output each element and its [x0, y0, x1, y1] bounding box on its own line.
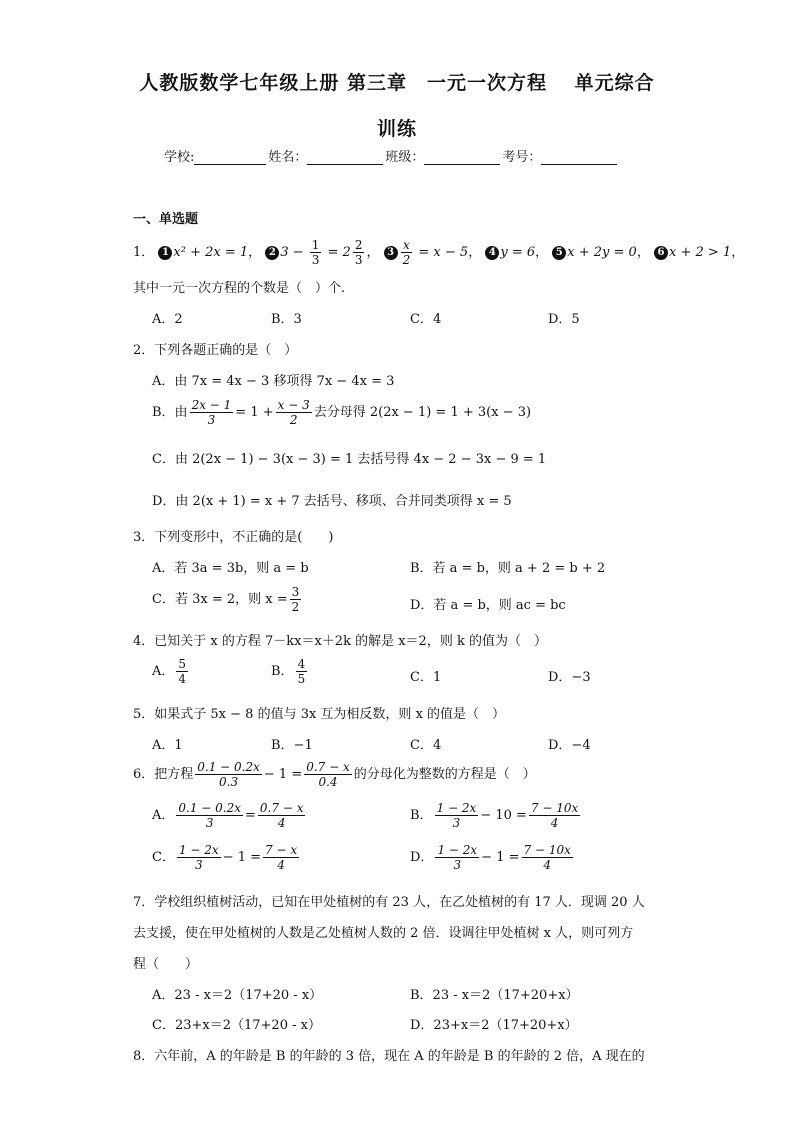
circled-number-icon: 1	[158, 246, 172, 260]
stem-text: 的分母化为整数的方程是（ ）	[353, 767, 536, 782]
option-text: B．由	[152, 405, 188, 420]
fraction	[435, 801, 479, 830]
separator: ，	[535, 245, 549, 260]
option-d[interactable]	[410, 843, 575, 872]
denominator: 4	[543, 858, 551, 872]
fraction	[290, 585, 302, 614]
numerator: x − 3	[277, 398, 310, 412]
numerator: 1 − 2x	[178, 843, 219, 857]
circled-number-icon: 6	[654, 246, 668, 260]
equation-1: x² + 2x = 1	[173, 245, 249, 260]
denominator: 4	[277, 816, 286, 830]
school-label: 学校:	[164, 150, 195, 165]
question-7-stem-2: 去支援，使在甲处植树的人数是乙处植树人数的 2 倍．设调往甲处植树 x 人，则可列方	[133, 926, 634, 941]
option-c[interactable]: C．由 2(2x − 1) − 3(x − 3) = 1 去括号得 4x − 2 − 3x − 9 = 1	[152, 452, 547, 467]
denominator: 3	[354, 253, 363, 267]
option-label: B．	[410, 808, 433, 823]
numerator: 7 − x	[265, 843, 298, 857]
option-c[interactable]: C．23+x＝2（17+20 - x）	[152, 1018, 321, 1033]
fraction	[435, 843, 479, 872]
equation-6: x + 2 > 1	[668, 245, 732, 260]
circled-number-icon: 4	[485, 246, 499, 260]
option-d[interactable]: D．5	[548, 312, 580, 327]
option-b[interactable]: B．若 a = b，则 a + 2 = b + 2	[410, 561, 606, 576]
numerator: 7 − 10x	[530, 801, 579, 815]
option-b[interactable]	[152, 398, 531, 427]
question-4-stem: 4．已知关于 x 的方程 7－kx＝x＋2k 的解是 x＝2，则 k 的值为（ ）	[133, 634, 547, 649]
section-heading: 一、单选题	[133, 212, 199, 227]
option-b[interactable]	[271, 657, 309, 686]
option-c[interactable]: C．4	[410, 738, 442, 753]
circled-number-icon: 3	[384, 246, 398, 260]
equation-2-part: 3 −	[280, 245, 308, 260]
option-label: B．	[271, 664, 294, 679]
id-label: 考号：	[502, 150, 542, 165]
denominator: 4	[178, 672, 187, 686]
option-label: D．	[410, 850, 434, 865]
fraction	[190, 398, 234, 427]
fraction	[522, 843, 573, 872]
option-text: − 10 =	[480, 808, 527, 823]
option-b[interactable]: B．3	[271, 312, 302, 327]
stem-text: − 1 =	[263, 767, 303, 782]
option-d[interactable]: D．−3	[548, 670, 591, 685]
numerator: 0.1 − 0.2x	[178, 801, 242, 815]
fraction	[258, 801, 306, 830]
fraction	[529, 801, 580, 830]
option-a[interactable]: A．1	[152, 738, 183, 753]
equation-5: x + 2y = 0	[567, 245, 637, 260]
option-c[interactable]	[152, 585, 303, 614]
denominator: 4	[277, 858, 285, 872]
denominator: 3	[453, 858, 462, 872]
circled-number-icon: 2	[265, 246, 279, 260]
option-c[interactable]	[152, 843, 301, 872]
fraction	[353, 238, 365, 267]
numerator: 0.7 − x	[306, 760, 350, 774]
numerator: 0.7 − x	[259, 801, 304, 815]
page-title: 人教版数学七年级上册 第三章 一元一次方程 单元综合	[139, 72, 655, 94]
fraction	[177, 843, 221, 872]
denominator: 3	[205, 816, 214, 830]
option-a[interactable]	[152, 801, 307, 830]
circled-number-icon: 5	[552, 246, 566, 260]
name-blank[interactable]	[307, 150, 383, 165]
page-title-continued: 训练	[376, 118, 417, 140]
option-d[interactable]: D．−4	[548, 738, 591, 753]
option-b[interactable]: B．23 - x＝2（17+20+x）	[410, 988, 579, 1003]
option-a[interactable]	[152, 657, 190, 686]
fraction	[276, 398, 312, 427]
fraction	[310, 238, 322, 267]
equation-3: = x − 5	[414, 245, 469, 260]
numerator: 0.1 − 0.2x	[197, 760, 260, 774]
question-1-stem	[133, 238, 744, 267]
option-d[interactable]: D．23+x＝2（17+20+x）	[410, 1018, 578, 1033]
numerator: 7 − 10x	[523, 843, 571, 857]
option-label: A．	[152, 808, 175, 823]
option-label: C．	[152, 850, 175, 865]
fraction	[195, 760, 262, 789]
denominator: 2	[402, 253, 411, 267]
question-6-stem	[133, 760, 536, 789]
name-label: 姓名：	[268, 150, 308, 165]
fraction	[304, 760, 352, 789]
denominator: 4	[550, 816, 559, 830]
option-a[interactable]: A．由 7x = 4x − 3 移项得 7x − 4x = 3	[152, 374, 395, 389]
numerator: 1	[311, 238, 320, 252]
denominator: 3	[452, 816, 461, 830]
class-blank[interactable]	[424, 150, 500, 165]
denominator: 0.3	[219, 775, 239, 789]
option-text: = 1 +	[235, 405, 274, 420]
option-b[interactable]: B．−1	[271, 738, 313, 753]
denominator: 3	[207, 413, 216, 427]
option-text: − 1 =	[222, 850, 262, 865]
numerator: 1 − 2x	[437, 843, 478, 857]
separator: ，	[366, 245, 380, 260]
question-7-stem-3: 程（ ）	[133, 957, 199, 972]
separator: ，	[636, 245, 650, 260]
separator: ，	[248, 245, 262, 260]
denominator: 2	[289, 413, 298, 427]
option-text: C．若 3x = 2，则 x =	[152, 592, 288, 607]
question-7-stem: 7．学校组织植树活动，已知在甲处植树的有 23 人，在乙处植树的有 17 人．现调 20 人	[133, 895, 645, 910]
equation-4: y = 6	[500, 245, 536, 260]
numerator: 4	[297, 657, 306, 671]
option-text: 去分母得 2(2x − 1) = 1 + 3(x − 3)	[313, 405, 532, 420]
numerator: 5	[178, 657, 187, 671]
option-text: =	[245, 808, 256, 823]
separator: ，	[731, 245, 745, 260]
option-b[interactable]	[410, 801, 582, 830]
option-c[interactable]: C．1	[410, 670, 442, 685]
question-8-stem: 8．六年前，A 的年龄是 B 的年龄的 3 倍，现在 A 的年龄是 B 的年龄的 2 倍，A 现在的	[133, 1049, 645, 1064]
denominator: 2	[291, 600, 300, 614]
fraction	[401, 238, 413, 267]
option-c[interactable]: C．4	[410, 312, 442, 327]
stem-text: 6．把方程	[133, 767, 194, 782]
option-text: − 1 =	[481, 850, 520, 865]
denominator: 3	[311, 253, 320, 267]
numerator: 2	[354, 238, 363, 252]
option-a[interactable]: A．2	[152, 312, 183, 327]
class-label: 班级：	[385, 150, 425, 165]
numerator: 2x − 1	[191, 398, 232, 412]
fraction	[296, 657, 308, 686]
fraction	[176, 801, 243, 830]
numerator: 3	[291, 585, 300, 599]
question-1-stem-2: 其中一元一次方程的个数是（ ）个.	[133, 281, 346, 296]
fraction	[176, 657, 188, 686]
numerator: 1 − 2x	[436, 801, 477, 815]
numerator: x	[401, 238, 413, 253]
option-a[interactable]: A．若 3a = 3b，则 a = b	[152, 561, 309, 576]
id-blank[interactable]	[541, 150, 617, 165]
option-label: A．	[152, 664, 175, 679]
equation-2-part: = 2	[323, 245, 351, 260]
fraction	[263, 843, 299, 872]
question-3-stem: 3．下列变形中，不正确的是( )	[133, 530, 334, 545]
denominator: 0.4	[318, 775, 338, 789]
question-5-stem: 5．如果式子 5x − 8 的值与 3x 互为相反数，则 x 的值是（ ）	[133, 707, 506, 722]
denominator: 5	[297, 672, 306, 686]
school-blank[interactable]	[194, 150, 266, 165]
question-number: 1．	[133, 245, 155, 260]
option-d[interactable]: D．由 2(x + 1) = x + 7 去括号、移项、合并同类项得 x = 5	[152, 494, 512, 509]
option-d[interactable]: D．若 a = b，则 ac = bc	[410, 598, 566, 613]
student-info-row	[164, 146, 619, 165]
denominator: 3	[195, 858, 203, 872]
option-a[interactable]: A．23 - x＝2（17+20 - x）	[152, 988, 323, 1003]
question-2-stem: 2．下列各题正确的是（ ）	[133, 343, 298, 358]
separator: ，	[468, 245, 482, 260]
